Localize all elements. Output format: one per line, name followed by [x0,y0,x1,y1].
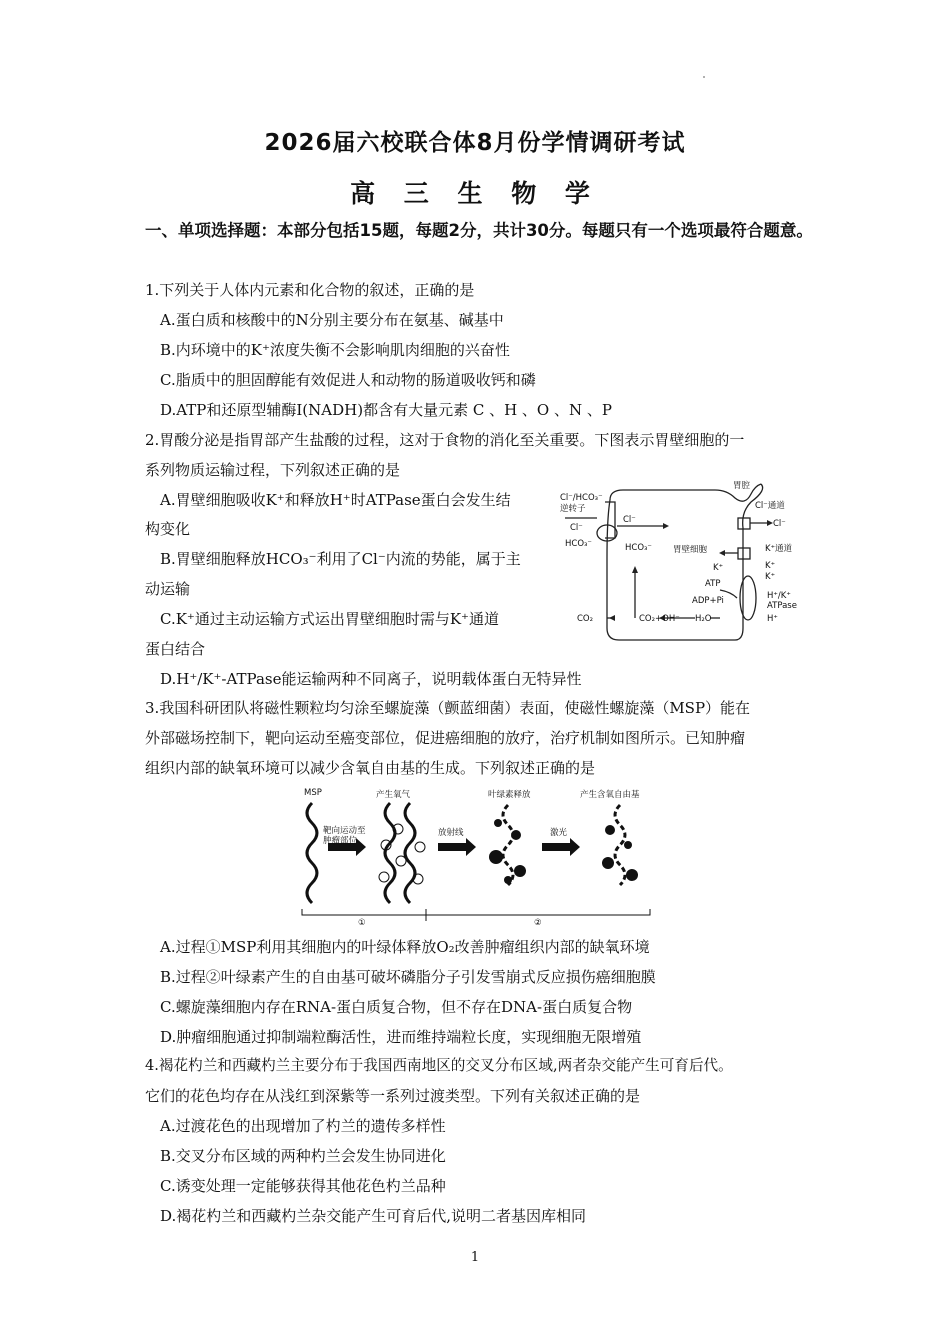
section-heading: 一、单项选择题：本部分包括15题，每题2分，共计30分。每题只有一个选项最符合题意。 [145,221,813,240]
q2-option-a-cont: 构变化 [145,520,191,538]
label-pump1: H⁺/K⁺ [767,591,791,601]
q3-option-b: B.过程②叶绿素产生的自由基可破坏磷脂分子引发雪崩式反应损伤癌细胞膜 [160,968,656,986]
label-k-out1: K⁺ [765,561,776,571]
label-process1: ① [358,918,366,928]
label-pump2: ATPase [767,601,797,611]
q4-option-a: A.过渡花色的出现增加了杓兰的遗传多样性 [160,1117,446,1135]
q3-stem-line2: 外部磁场控制下，靶向运动至癌变部位，促进癌细胞的放疗，治疗机制如图所示。已知肿瘤 [145,729,746,747]
page-number: 1 [470,1250,480,1265]
q1-option-a: A.蛋白质和核酸中的N分别主要分布在氨基、碱基中 [160,311,504,329]
q3-option-c: C.螺旋藻细胞内存在RNA-蛋白质复合物，但不存在DNA-蛋白质复合物 [160,998,633,1016]
q4-option-c: C.诱变处理一定能够获得其他花色杓兰品种 [160,1177,446,1195]
label-process2: ② [534,918,542,928]
label-oxygen: 产生氧气 [376,790,411,800]
subject-title: 高 三 生 物 学 [350,179,600,208]
label-msp: MSP [304,788,322,798]
label-radical: 产生含氧自由基 [580,790,640,800]
q4-option-b: B.交叉分布区域的两种杓兰会发生协同进化 [160,1147,446,1165]
q2-option-c: C.K⁺通过主动运输方式运出胃壁细胞时需与K⁺通道 [160,610,499,628]
label-target2: 肿瘤部位 [323,836,358,846]
label-h: H⁺ [767,614,778,624]
q3-option-a: A.过程①MSP利用其细胞内的叶绿体释放O₂改善肿瘤组织内部的缺氧环境 [160,938,650,956]
label-adp: ADP+Pi [692,596,724,606]
label-k-out2: K⁺ [765,572,776,582]
label-co2: CO₂ [577,614,594,624]
label-h2o: H₂O [695,614,712,624]
msp-mechanism-figure [298,785,658,930]
q2-option-c-cont: 蛋白结合 [145,640,206,658]
q4-stem-line2: 它们的花色均存在从浅红到深紫等一系列过渡类型。下列有关叙述正确的是 [145,1087,641,1105]
q2-option-b-cont: 动运输 [145,580,191,598]
label-cl-left: Cl⁻ [570,523,583,533]
q2-stem-line2: 系列物质运输过程，下列叙述正确的是 [145,461,401,479]
q1-option-c: C.脂质中的胆固醇能有效促进人和动物的肠道吸收钙和磷 [160,371,536,389]
q3-option-d: D.肿瘤细胞通过抑制端粒酶活性，进而维持端粒长度，实现细胞无限增殖 [160,1028,642,1046]
q1-option-d: D.ATP和还原型辅酶Ⅰ(NADH)都含有大量元素 C 、H 、O 、N 、P [160,401,612,419]
label-k-in: K⁺ [713,563,724,573]
q1-stem: 1.下列关于人体内元素和化合物的叙述，正确的是 [145,281,475,299]
q1-option-b: B.内环境中的K⁺浓度失衡不会影响肌肉细胞的兴奋性 [160,341,510,359]
label-radiation: 放射线 [438,828,464,838]
label-hco3-in: HCO₃⁻ [625,543,652,553]
label-laser: 激光 [550,828,568,838]
q2-option-d: D.H⁺/K⁺-ATPase能运输两种不同离子，说明载体蛋白无特异性 [160,670,582,688]
q2-option-b: B.胃壁细胞释放HCO₃⁻利用了Cl⁻内流的势能，属于主 [160,550,521,568]
q3-stem-line1: 3.我国科研团队将磁性颗粒均匀涂至螺旋藻（颤蓝细菌）表面，使磁性螺旋藻（MSP）能在 [145,699,751,717]
label-cl-right: Cl⁻ [773,519,786,529]
q2-stem-line1: 2.胃酸分泌是指胃部产生盐酸的过程，这对于食物的消化至关重要。下图表示胃壁细胞的一 [145,431,745,449]
label-cl-inner: Cl⁻ [623,515,636,525]
label-target1: 靶向运动至 [323,826,366,836]
label-stomach: 胃腔 [733,481,751,491]
q4-option-d: D.褐花杓兰和西藏杓兰杂交能产生可育后代,说明二者基因库相同 [160,1207,587,1225]
scan-speck [703,76,705,78]
exam-title: 2026届六校联合体8月份学情调研考试 [264,130,686,156]
parietal-cell-figure [555,478,820,648]
label-hco3-out: HCO₃⁻ [565,539,592,549]
label-cell: 胃壁细胞 [673,545,708,555]
label-chlorophyll: 叶绿素释放 [488,790,531,800]
label-cl-channel: Cl⁻通道 [755,501,785,511]
q3-stem-line3: 组织内部的缺氧环境可以减少含氧自由基的生成。下列叙述正确的是 [145,759,596,777]
q2-option-a: A.胃壁细胞吸收K⁺和释放H⁺时ATPase蛋白会发生结 [160,491,511,509]
label-exchanger: Cl⁻/HCO₃⁻ [560,493,603,503]
label-exchanger2: 逆转子 [560,504,586,514]
label-atp: ATP [705,579,721,589]
q4-stem-line1: 4.褐花杓兰和西藏杓兰主要分布于我国西南地区的交叉分布区域,两者杂交能产生可育后代。 [145,1057,733,1074]
label-k-channel: K⁺通道 [765,544,793,554]
label-co2oh: CO₂+OH⁻ [639,614,680,624]
